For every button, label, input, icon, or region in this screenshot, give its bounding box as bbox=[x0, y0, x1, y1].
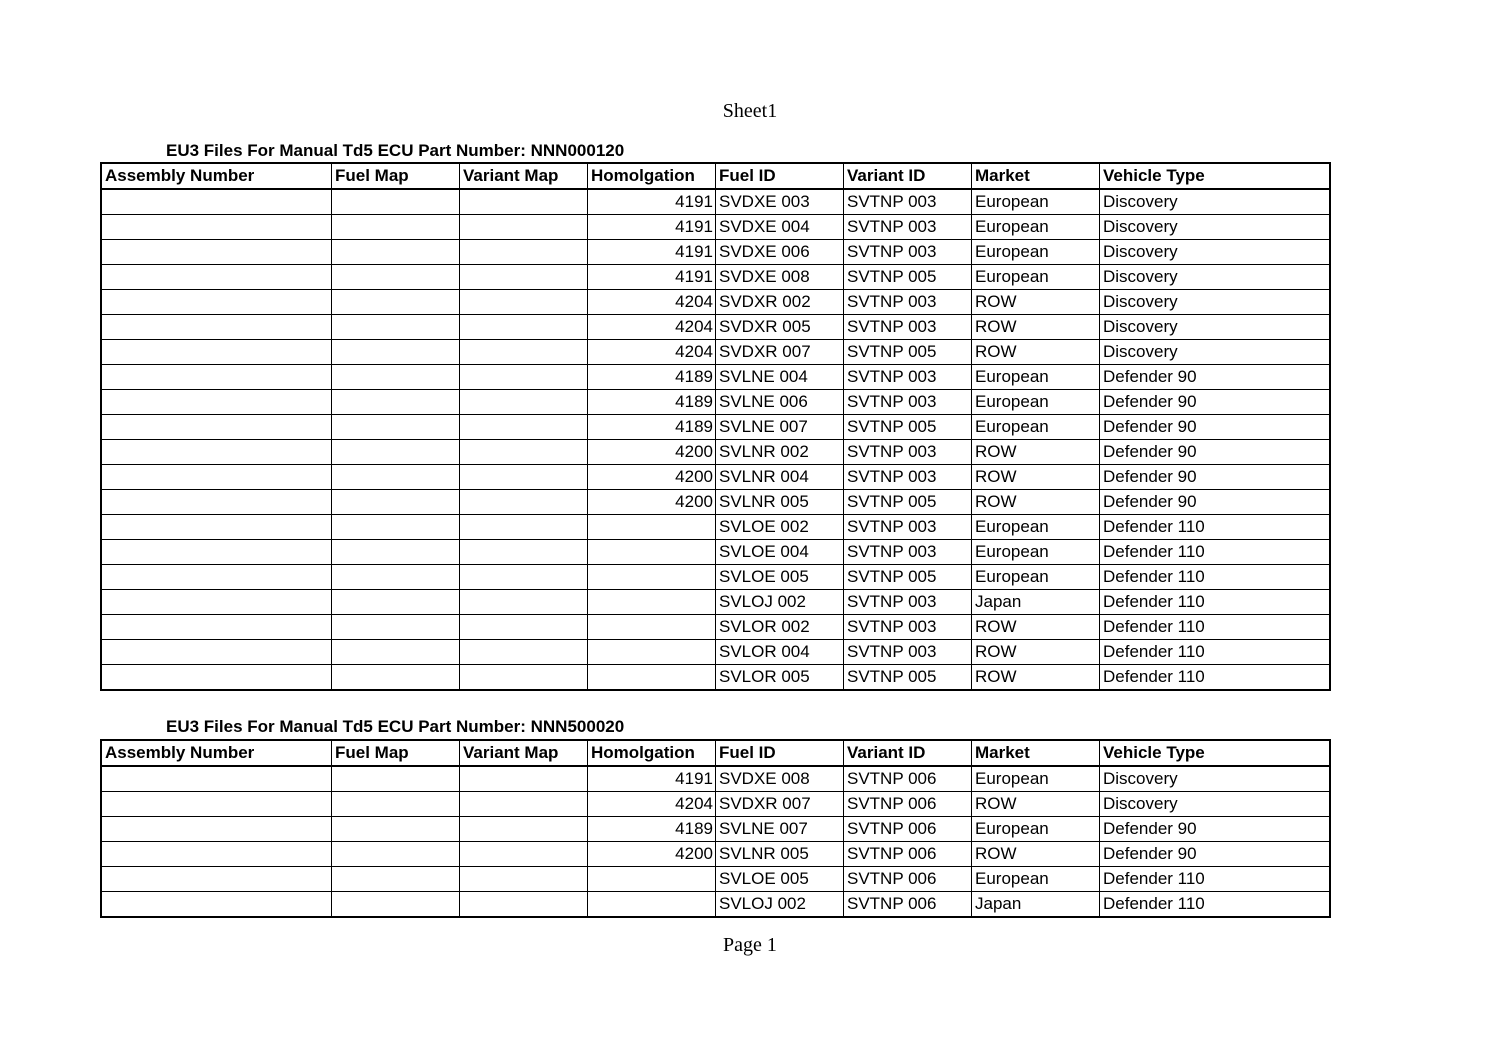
cell-variant-map bbox=[460, 465, 588, 490]
cell-assembly-number bbox=[101, 615, 332, 640]
cell-vehicle-type: Defender 110 bbox=[1100, 540, 1331, 565]
cell-fuel-id: SVDXE 008 bbox=[716, 766, 844, 792]
column-header-homologation: Homolgation bbox=[588, 740, 716, 766]
cell-fuel-id: SVLOE 005 bbox=[716, 565, 844, 590]
cell-variant-map bbox=[460, 842, 588, 867]
cell-variant-id: SVTNP 003 bbox=[844, 590, 972, 615]
cell-market: European bbox=[972, 817, 1100, 842]
column-header-fuel-map: Fuel Map bbox=[332, 163, 460, 189]
cell-variant-id: SVTNP 003 bbox=[844, 540, 972, 565]
cell-fuel-map bbox=[332, 365, 460, 390]
cell-market: European bbox=[972, 265, 1100, 290]
cell-variant-map bbox=[460, 892, 588, 918]
cell-homologation: 4191 bbox=[588, 215, 716, 240]
cell-fuel-id: SVDXE 006 bbox=[716, 240, 844, 265]
cell-fuel-id: SVDXR 007 bbox=[716, 340, 844, 365]
cell-vehicle-type: Defender 110 bbox=[1100, 515, 1331, 540]
table-row bbox=[101, 867, 1330, 892]
cell-fuel-id: SVLNR 002 bbox=[716, 440, 844, 465]
cell-assembly-number bbox=[101, 215, 332, 240]
cell-fuel-map bbox=[332, 290, 460, 315]
cell-assembly-number bbox=[101, 315, 332, 340]
cell-assembly-number bbox=[101, 665, 332, 691]
cell-variant-map bbox=[460, 340, 588, 365]
cell-vehicle-type: Discovery bbox=[1100, 215, 1331, 240]
cell-fuel-id: SVLNE 007 bbox=[716, 817, 844, 842]
cell-homologation: 4191 bbox=[588, 265, 716, 290]
table-row bbox=[101, 290, 1330, 315]
cell-fuel-id: SVDXR 002 bbox=[716, 290, 844, 315]
cell-market: ROW bbox=[972, 842, 1100, 867]
cell-assembly-number bbox=[101, 490, 332, 515]
cell-market: ROW bbox=[972, 340, 1100, 365]
cell-variant-id: SVTNP 005 bbox=[844, 340, 972, 365]
cell-vehicle-type: Discovery bbox=[1100, 265, 1331, 290]
cell-fuel-map bbox=[332, 867, 460, 892]
cell-assembly-number bbox=[101, 540, 332, 565]
table-row bbox=[101, 565, 1330, 590]
cell-vehicle-type: Defender 110 bbox=[1100, 565, 1331, 590]
column-header-vehicle-type: Vehicle Type bbox=[1100, 163, 1331, 189]
cell-variant-map bbox=[460, 265, 588, 290]
cell-assembly-number bbox=[101, 240, 332, 265]
cell-fuel-id: SVLNR 004 bbox=[716, 465, 844, 490]
cell-fuel-map bbox=[332, 490, 460, 515]
cell-assembly-number bbox=[101, 265, 332, 290]
cell-fuel-id: SVLNE 004 bbox=[716, 365, 844, 390]
cell-variant-map bbox=[460, 240, 588, 265]
cell-fuel-map bbox=[332, 766, 460, 792]
table-nnn000120 bbox=[100, 162, 1331, 691]
cell-variant-id: SVTNP 005 bbox=[844, 490, 972, 515]
cell-fuel-id: SVLOE 005 bbox=[716, 867, 844, 892]
cell-fuel-map bbox=[332, 817, 460, 842]
cell-vehicle-type: Defender 90 bbox=[1100, 465, 1331, 490]
cell-vehicle-type: Defender 90 bbox=[1100, 365, 1331, 390]
cell-variant-id: SVTNP 003 bbox=[844, 465, 972, 490]
cell-variant-map bbox=[460, 590, 588, 615]
cell-vehicle-type: Defender 110 bbox=[1100, 615, 1331, 640]
cell-variant-map bbox=[460, 766, 588, 792]
cell-vehicle-type: Discovery bbox=[1100, 340, 1331, 365]
cell-fuel-id: SVLOR 002 bbox=[716, 615, 844, 640]
cell-market: European bbox=[972, 766, 1100, 792]
cell-fuel-id: SVDXE 003 bbox=[716, 189, 844, 215]
cell-assembly-number bbox=[101, 640, 332, 665]
cell-market: European bbox=[972, 240, 1100, 265]
table-row bbox=[101, 415, 1330, 440]
cell-homologation bbox=[588, 640, 716, 665]
cell-fuel-id: SVLOR 004 bbox=[716, 640, 844, 665]
cell-fuel-map bbox=[332, 842, 460, 867]
cell-fuel-id: SVDXE 004 bbox=[716, 215, 844, 240]
cell-variant-id: SVTNP 003 bbox=[844, 189, 972, 215]
cell-variant-id: SVTNP 003 bbox=[844, 365, 972, 390]
cell-vehicle-type: Defender 110 bbox=[1100, 892, 1331, 918]
cell-assembly-number bbox=[101, 415, 332, 440]
cell-vehicle-type: Discovery bbox=[1100, 189, 1331, 215]
cell-variant-map bbox=[460, 515, 588, 540]
column-header-homologation: Homolgation bbox=[588, 163, 716, 189]
cell-vehicle-type: Defender 90 bbox=[1100, 817, 1331, 842]
cell-fuel-map bbox=[332, 792, 460, 817]
cell-fuel-map bbox=[332, 615, 460, 640]
cell-variant-id: SVTNP 006 bbox=[844, 766, 972, 792]
cell-fuel-map bbox=[332, 515, 460, 540]
header-row bbox=[101, 740, 1330, 766]
cell-fuel-map bbox=[332, 215, 460, 240]
cell-fuel-map bbox=[332, 465, 460, 490]
cell-fuel-id: SVDXE 008 bbox=[716, 265, 844, 290]
cell-variant-map bbox=[460, 867, 588, 892]
cell-market: ROW bbox=[972, 290, 1100, 315]
cell-homologation: 4189 bbox=[588, 415, 716, 440]
cell-market: European bbox=[972, 390, 1100, 415]
table-row bbox=[101, 892, 1330, 918]
cell-variant-map bbox=[460, 390, 588, 415]
table-row bbox=[101, 640, 1330, 665]
cell-variant-map bbox=[460, 540, 588, 565]
cell-homologation: 4204 bbox=[588, 340, 716, 365]
table-row bbox=[101, 515, 1330, 540]
cell-fuel-id: SVLNE 006 bbox=[716, 390, 844, 415]
column-header-fuel-id: Fuel ID bbox=[716, 163, 844, 189]
cell-variant-map bbox=[460, 565, 588, 590]
cell-fuel-map bbox=[332, 415, 460, 440]
cell-fuel-map bbox=[332, 540, 460, 565]
cell-vehicle-type: Defender 90 bbox=[1100, 440, 1331, 465]
cell-market: ROW bbox=[972, 792, 1100, 817]
cell-market: European bbox=[972, 867, 1100, 892]
cell-variant-map bbox=[460, 365, 588, 390]
cell-variant-id: SVTNP 005 bbox=[844, 265, 972, 290]
cell-fuel-map bbox=[332, 189, 460, 215]
cell-vehicle-type: Discovery bbox=[1100, 766, 1331, 792]
cell-variant-map bbox=[460, 817, 588, 842]
cell-variant-id: SVTNP 006 bbox=[844, 842, 972, 867]
cell-assembly-number bbox=[101, 290, 332, 315]
cell-vehicle-type: Defender 90 bbox=[1100, 390, 1331, 415]
cell-market: ROW bbox=[972, 315, 1100, 340]
cell-vehicle-type: Defender 90 bbox=[1100, 490, 1331, 515]
cell-homologation: 4200 bbox=[588, 440, 716, 465]
cell-homologation bbox=[588, 565, 716, 590]
cell-assembly-number bbox=[101, 817, 332, 842]
cell-market: European bbox=[972, 540, 1100, 565]
table-row bbox=[101, 490, 1330, 515]
column-header-fuel-map: Fuel Map bbox=[332, 740, 460, 766]
cell-fuel-map bbox=[332, 640, 460, 665]
cell-vehicle-type: Defender 110 bbox=[1100, 665, 1331, 691]
cell-variant-map bbox=[460, 189, 588, 215]
cell-variant-map bbox=[460, 290, 588, 315]
cell-variant-id: SVTNP 006 bbox=[844, 867, 972, 892]
cell-assembly-number bbox=[101, 440, 332, 465]
cell-assembly-number bbox=[101, 792, 332, 817]
cell-vehicle-type: Discovery bbox=[1100, 290, 1331, 315]
column-header-variant-map: Variant Map bbox=[460, 740, 588, 766]
header-row bbox=[101, 163, 1330, 189]
cell-homologation: 4200 bbox=[588, 490, 716, 515]
cell-market: ROW bbox=[972, 640, 1100, 665]
column-header-assembly-number: Assembly Number bbox=[101, 740, 332, 766]
cell-homologation: 4191 bbox=[588, 766, 716, 792]
table-row bbox=[101, 215, 1330, 240]
cell-assembly-number bbox=[101, 565, 332, 590]
cell-assembly-number bbox=[101, 390, 332, 415]
cell-variant-map bbox=[460, 315, 588, 340]
cell-homologation: 4189 bbox=[588, 365, 716, 390]
cell-homologation bbox=[588, 540, 716, 565]
table-row bbox=[101, 615, 1330, 640]
cell-assembly-number bbox=[101, 515, 332, 540]
column-header-fuel-id: Fuel ID bbox=[716, 740, 844, 766]
cell-homologation bbox=[588, 892, 716, 918]
cell-market: ROW bbox=[972, 440, 1100, 465]
cell-market: ROW bbox=[972, 615, 1100, 640]
cell-vehicle-type: Defender 90 bbox=[1100, 415, 1331, 440]
cell-fuel-id: SVLOE 002 bbox=[716, 515, 844, 540]
cell-fuel-map bbox=[332, 240, 460, 265]
cell-variant-map bbox=[460, 640, 588, 665]
cell-fuel-map bbox=[332, 565, 460, 590]
column-header-market: Market bbox=[972, 740, 1100, 766]
cell-homologation: 4189 bbox=[588, 390, 716, 415]
cell-market: European bbox=[972, 365, 1100, 390]
column-header-assembly-number: Assembly Number bbox=[101, 163, 332, 189]
cell-fuel-id: SVLOJ 002 bbox=[716, 892, 844, 918]
column-header-market: Market bbox=[972, 163, 1100, 189]
table-nnn500020 bbox=[100, 739, 1331, 918]
cell-fuel-id: SVLNE 007 bbox=[716, 415, 844, 440]
table-row bbox=[101, 766, 1330, 792]
cell-assembly-number bbox=[101, 365, 332, 390]
column-header-variant-id: Variant ID bbox=[844, 740, 972, 766]
cell-variant-id: SVTNP 003 bbox=[844, 315, 972, 340]
cell-market: European bbox=[972, 415, 1100, 440]
cell-homologation bbox=[588, 590, 716, 615]
table-2-title: EU3 Files For Manual Td5 ECU Part Number: NNN500020 bbox=[166, 717, 625, 736]
cell-market: ROW bbox=[972, 490, 1100, 515]
cell-vehicle-type: Defender 110 bbox=[1100, 867, 1331, 892]
cell-homologation: 4200 bbox=[588, 465, 716, 490]
table-row bbox=[101, 265, 1330, 290]
cell-variant-id: SVTNP 003 bbox=[844, 515, 972, 540]
cell-fuel-id: SVDXR 007 bbox=[716, 792, 844, 817]
table-row bbox=[101, 440, 1330, 465]
cell-homologation bbox=[588, 515, 716, 540]
table-row bbox=[101, 315, 1330, 340]
cell-variant-id: SVTNP 003 bbox=[844, 215, 972, 240]
table-row bbox=[101, 590, 1330, 615]
cell-vehicle-type: Defender 90 bbox=[1100, 842, 1331, 867]
cell-assembly-number bbox=[101, 590, 332, 615]
cell-variant-id: SVTNP 003 bbox=[844, 390, 972, 415]
cell-homologation bbox=[588, 867, 716, 892]
cell-assembly-number bbox=[101, 842, 332, 867]
cell-fuel-map bbox=[332, 390, 460, 415]
cell-variant-id: SVTNP 003 bbox=[844, 290, 972, 315]
cell-fuel-map bbox=[332, 590, 460, 615]
cell-homologation: 4204 bbox=[588, 315, 716, 340]
cell-fuel-map bbox=[332, 440, 460, 465]
cell-variant-id: SVTNP 003 bbox=[844, 640, 972, 665]
cell-variant-map bbox=[460, 415, 588, 440]
cell-variant-id: SVTNP 005 bbox=[844, 565, 972, 590]
table-row bbox=[101, 792, 1330, 817]
cell-fuel-map bbox=[332, 340, 460, 365]
table-row bbox=[101, 817, 1330, 842]
cell-variant-id: SVTNP 003 bbox=[844, 615, 972, 640]
cell-fuel-map bbox=[332, 315, 460, 340]
cell-market: European bbox=[972, 515, 1100, 540]
cell-variant-map bbox=[460, 615, 588, 640]
cell-fuel-id: SVLOR 005 bbox=[716, 665, 844, 691]
cell-market: European bbox=[972, 215, 1100, 240]
cell-variant-id: SVTNP 006 bbox=[844, 792, 972, 817]
cell-market: Japan bbox=[972, 590, 1100, 615]
cell-variant-id: SVTNP 006 bbox=[844, 892, 972, 918]
cell-assembly-number bbox=[101, 867, 332, 892]
cell-fuel-id: SVLOJ 002 bbox=[716, 590, 844, 615]
cell-market: European bbox=[972, 189, 1100, 215]
table-row bbox=[101, 340, 1330, 365]
cell-homologation: 4204 bbox=[588, 290, 716, 315]
table-row bbox=[101, 465, 1330, 490]
table-row bbox=[101, 665, 1330, 691]
cell-homologation: 4191 bbox=[588, 189, 716, 215]
table-row bbox=[101, 540, 1330, 565]
cell-fuel-id: SVLNR 005 bbox=[716, 490, 844, 515]
cell-variant-map bbox=[460, 665, 588, 691]
table-row bbox=[101, 189, 1330, 215]
cell-homologation bbox=[588, 665, 716, 691]
column-header-variant-id: Variant ID bbox=[844, 163, 972, 189]
cell-vehicle-type: Defender 110 bbox=[1100, 640, 1331, 665]
cell-variant-id: SVTNP 003 bbox=[844, 240, 972, 265]
cell-variant-id: SVTNP 006 bbox=[844, 817, 972, 842]
page-number: Page 1 bbox=[723, 934, 777, 956]
sheet-title: Sheet1 bbox=[722, 100, 778, 122]
cell-assembly-number bbox=[101, 766, 332, 792]
cell-assembly-number bbox=[101, 892, 332, 918]
cell-vehicle-type: Discovery bbox=[1100, 315, 1331, 340]
cell-fuel-map bbox=[332, 265, 460, 290]
cell-fuel-map bbox=[332, 665, 460, 691]
table-row bbox=[101, 365, 1330, 390]
cell-homologation: 4191 bbox=[588, 240, 716, 265]
table-row bbox=[101, 240, 1330, 265]
cell-assembly-number bbox=[101, 340, 332, 365]
cell-vehicle-type: Defender 110 bbox=[1100, 590, 1331, 615]
cell-vehicle-type: Discovery bbox=[1100, 240, 1331, 265]
table-1-title: EU3 Files For Manual Td5 ECU Part Number: NNN000120 bbox=[166, 141, 625, 160]
cell-homologation: 4189 bbox=[588, 817, 716, 842]
cell-variant-id: SVTNP 003 bbox=[844, 440, 972, 465]
cell-assembly-number bbox=[101, 465, 332, 490]
cell-variant-map bbox=[460, 215, 588, 240]
cell-homologation: 4204 bbox=[588, 792, 716, 817]
cell-market: European bbox=[972, 565, 1100, 590]
table-row bbox=[101, 390, 1330, 415]
cell-fuel-id: SVDXR 005 bbox=[716, 315, 844, 340]
cell-variant-map bbox=[460, 490, 588, 515]
column-header-variant-map: Variant Map bbox=[460, 163, 588, 189]
cell-market: Japan bbox=[972, 892, 1100, 918]
cell-fuel-id: SVLOE 004 bbox=[716, 540, 844, 565]
cell-variant-map bbox=[460, 792, 588, 817]
cell-assembly-number bbox=[101, 189, 332, 215]
cell-variant-id: SVTNP 005 bbox=[844, 665, 972, 691]
column-header-vehicle-type: Vehicle Type bbox=[1100, 740, 1331, 766]
table-row bbox=[101, 842, 1330, 867]
cell-variant-map bbox=[460, 440, 588, 465]
cell-homologation bbox=[588, 615, 716, 640]
cell-market: ROW bbox=[972, 465, 1100, 490]
cell-homologation: 4200 bbox=[588, 842, 716, 867]
cell-fuel-map bbox=[332, 892, 460, 918]
cell-vehicle-type: Discovery bbox=[1100, 792, 1331, 817]
cell-variant-id: SVTNP 005 bbox=[844, 415, 972, 440]
cell-fuel-id: SVLNR 005 bbox=[716, 842, 844, 867]
cell-market: ROW bbox=[972, 665, 1100, 691]
